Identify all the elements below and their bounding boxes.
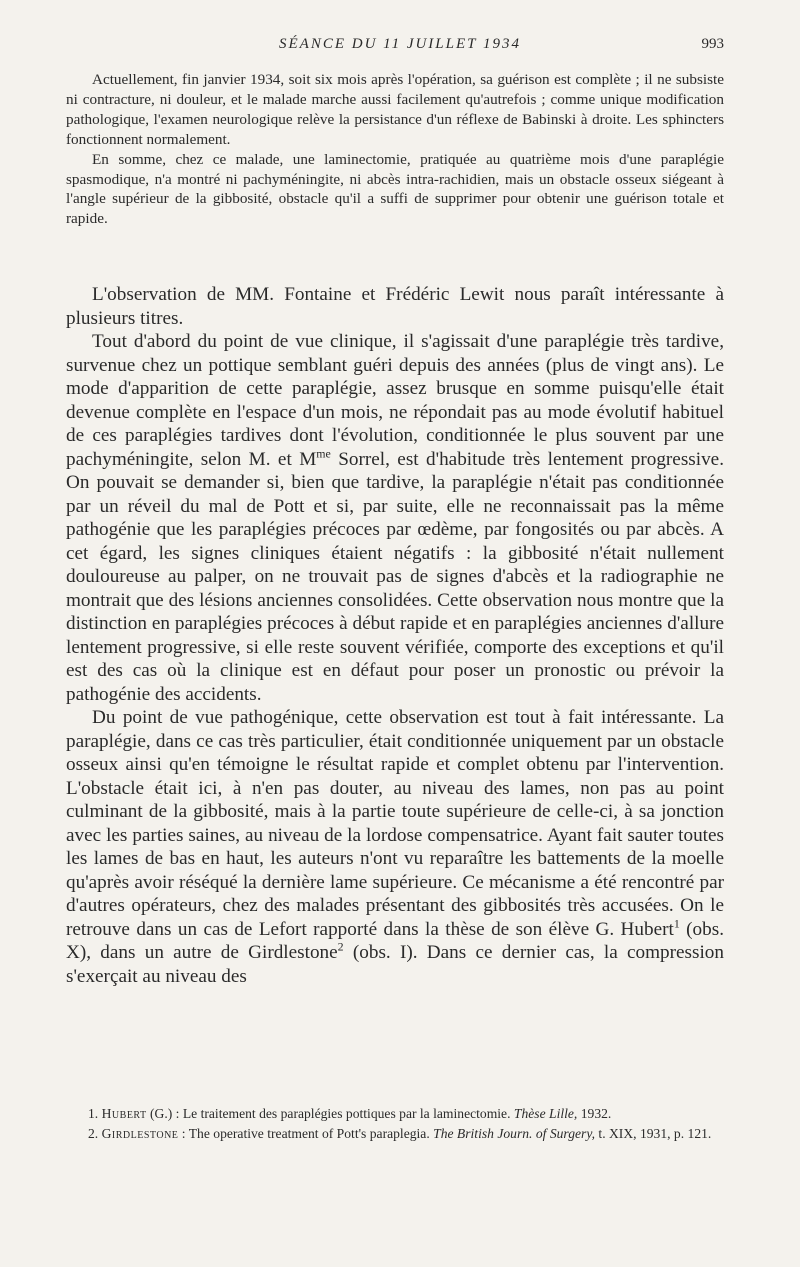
paragraph: Actuellement, fin janvier 1934, soit six mois après l'opération, sa guérison est complète ; il ne subsiste ni contracture, ni douleur, et le malade marche aussi facilement qu'autrefois ; comme unique modification pathologique, l'examen neurologique relève la persistance d'un réflexe de Babinski à droite. Les sphincters fonctionnent normalement.	[66, 71, 724, 148]
footnote-ref: 1	[673, 916, 680, 931]
footnote-source: The British Journ. of Surgery,	[433, 1125, 596, 1141]
text-run: (obs. I). Dans ce dernier cas, la compression s'exerçait au niveau des	[66, 942, 724, 987]
footnote-text: 1932.	[577, 1106, 612, 1121]
case-conclusion-section	[66, 70, 724, 229]
text-run: Tout d'abord du point de vue clinique, il s'agissait d'une paraplégie très tardive, survenue chez un pottique semblant guéri depuis des années (plus de vingt ans). Le mode d'apparition de cette paraplégie, assez brusque en somme puisqu'elle était devenue complète en l'espace d'un mois, ne répondait pas au mode évolutif habituel de ces paraplégies tardives dont l'évolution, conditionnée le plus souvent par une pachyméningite, selon M. et M	[66, 331, 724, 470]
footnote-number: 1.	[88, 1106, 99, 1121]
paragraph: L'observation de MM. Fontaine et Frédéric Lewit nous paraît intéressante à plusieurs titres.	[66, 284, 724, 329]
footnote	[66, 1124, 724, 1144]
footnote-author: Hubert	[101, 1106, 147, 1121]
footnote-text: t. XIX, 1931, p. 121.	[595, 1125, 712, 1141]
text-run: Du point de vue pathogénique, cette observation est tout à fait intéressante. La paraplégie, dans ce cas très particulier, était conditionnée uniquement par un obstacle osseux ainsi qu'en témoigne le résultat rapide et complet obtenu par l'intervention. L'obstacle était ici, à n'en pas douter, au niveau des lames, non pas au point culminant de la gibbosité, mais à la partie toute supérieure de celle-ci, à sa jonction avec les parties saines, au niveau de la lordose compensatrice. Ayant fait sauter toutes les lames de bas en haut, les auteurs n'ont vu reparaître les battements de la moelle qu'après avoir réséqué la dernière lame supérieure. Ce mécanisme a été rencontré par d'autres opérateurs, chez des malades présentant des gibbosités très accusées. On le retrouve dans un cas de Lefort rapporté dans la thèse de son élève G. Hubert	[66, 707, 724, 940]
superscript: me	[316, 446, 331, 461]
running-title: SÉANCE DU 11 JUILLET 1934	[279, 36, 521, 52]
page-number: 993	[701, 36, 724, 52]
commentary-section	[66, 283, 724, 988]
text-run: (obs. X), dans un autre de Girdlestone	[66, 918, 724, 963]
footnote-ref: 2	[337, 939, 344, 954]
paragraph	[66, 330, 724, 706]
footnote-source: Thèse Lille,	[513, 1106, 578, 1121]
text-run: Sorrel, est d'habitude très lentement progressive. On pouvait se demander si, bien que tardive, la paraplégie n'était pas conditionnée par un réveil du mal de Pott et si, par suite, elle ne reconnaissait pas la même pathogénie que les paraplégies précoces par œdème, par fongosités ou par abcès. A cet égard, les signes cliniques étaient négatifs : la gibbosité n'était nullement douloureuse au palper, on ne trouvait pas de signes d'abcès et la radiographie ne montrait que des lésions anciennes consolidées. Cette observation nous montre que la distinction en paraplégies précoces à début rapide et en paraplégies anciennes d'allure lentement progressive, si elle reste souvent vérifiée, comporte des exceptions et qu'il est des cas où la clinique est en défaut pour poser un pronostic ou prévoir la pathogénie des accidents.	[66, 448, 724, 705]
footnote	[66, 1104, 724, 1124]
footnote-number: 2.	[88, 1125, 99, 1141]
paragraph: En somme, chez ce malade, une laminectomie, pratiquée au quatrième mois d'une paraplégie spasmodique, n'a montré ni pachyméningite, ni abcès intra-rachidien, mais un obstacle osseux siégeant à l'angle supérieur de la gibbosité, obstacle qu'il a suffi de supprimer pour obtenir une guérison totale et rapide.	[66, 150, 724, 228]
footnote-text: (G.) : Le traitement des paraplégies pottiques par la laminectomie.	[146, 1106, 514, 1121]
paragraph	[66, 706, 724, 988]
footnotes	[66, 1104, 724, 1143]
footnote-text: : The operative treatment of Pott's paraplegia.	[178, 1125, 434, 1141]
footnote-author: Girdlestone	[101, 1125, 179, 1141]
running-head	[0, 36, 800, 58]
